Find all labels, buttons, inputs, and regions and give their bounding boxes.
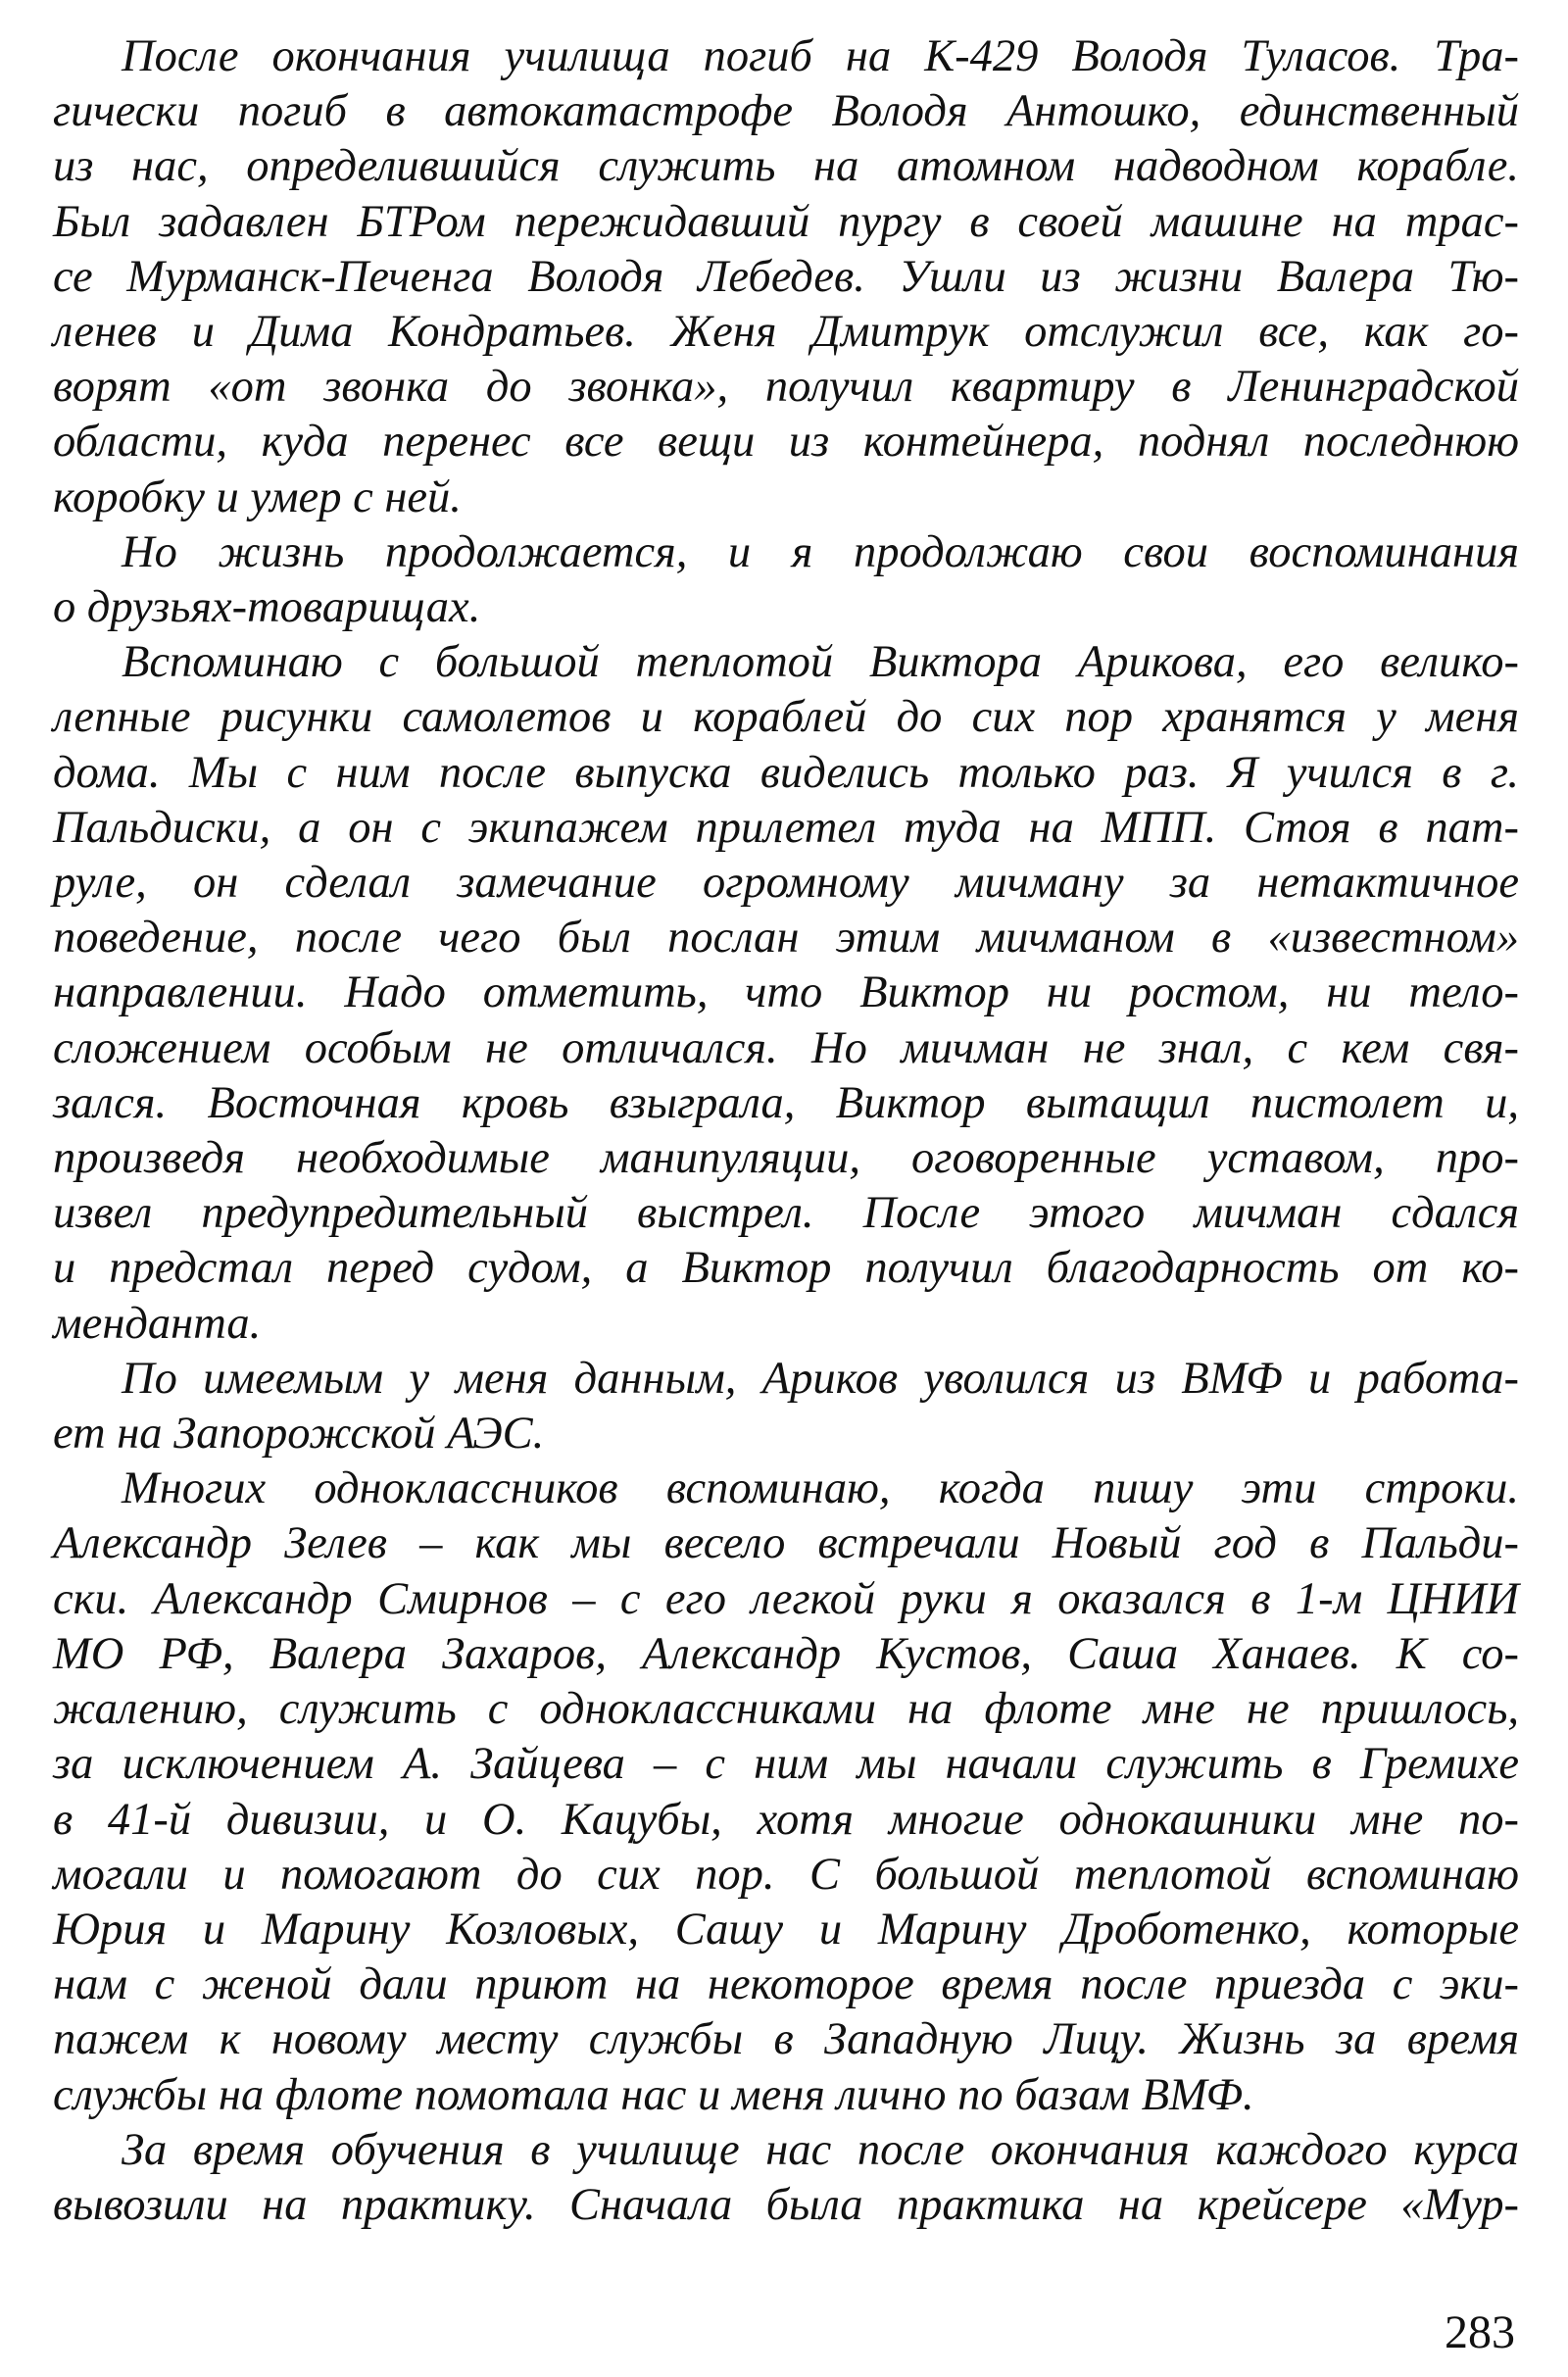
text-line: извел предупредительный выстрел. После этого мичман сдался (53, 1188, 1519, 1239)
paragraph (53, 525, 1519, 635)
text-line: пажем к новому месту службы в Западную Лицу. Жизнь за время (53, 2014, 1519, 2065)
text-line: Юрия и Марину Козловых, Сашу и Марину Дроботенко, которые (53, 1904, 1519, 1955)
text-line: направлении. Надо отметить, что Виктор ни ростом, ни тело- (53, 967, 1519, 1018)
text-line: произведя необходимые манипуляции, оговоренные уставом, про- (53, 1133, 1519, 1184)
text-line: и предстал перед судом, а Виктор получил благодарность от ко- (53, 1243, 1519, 1294)
text-line: нам с женой дали приют на некоторое время после приезда с эки- (53, 1959, 1519, 2010)
text-line: сложением особым не отличался. Но мичман не знал, с кем свя- (53, 1022, 1519, 1073)
text-line: службы на флоте помотала нас и меня лично по базам ВМФ. (53, 2069, 1254, 2120)
paragraph (53, 1352, 1519, 1461)
text-line: могали и помогают до сих пор. С большой теплотой вспоминаю (53, 1849, 1519, 1900)
text-line: жалению, служить с одноклассниками на флоте мне не пришлось, (53, 1684, 1519, 1735)
text-line: Но жизнь продолжается, и я продолжаю свои воспоминания (122, 526, 1519, 577)
text-line: се Мурманск-Печенга Володя Лебедев. Ушли из жизни Валера Тю- (53, 251, 1519, 302)
text-line: ет на Запорожской АЭС. (53, 1409, 545, 1460)
text-line: зался. Восточная кровь взыграла, Виктор вытащил пистолет и, (53, 1077, 1519, 1128)
text-line: о друзьях-товарищах. (53, 582, 481, 633)
text-line: Был задавлен БТРом пережидавший пургу в своей машине на трас- (53, 196, 1519, 247)
text-line: ленев и Дима Кондратьев. Женя Дмитрук отслужил все, как го- (53, 307, 1519, 358)
text-line: Александр Зелев – как мы весело встречали Новый год в Пальди- (53, 1518, 1519, 1569)
text-line: ски. Александр Смирнов – с его легкой руки я оказался в 1-м ЦНИИ (53, 1573, 1519, 1624)
text-line: менданта. (53, 1298, 262, 1349)
text-line: вывозили на практику. Сначала была практика на крейсере «Мур- (53, 2179, 1519, 2230)
text-line: Пальдиски, а он с экипажем прилетел туда на МПП. Стоя в пат- (53, 802, 1519, 853)
text-line: коробку и умер с ней. (53, 471, 462, 522)
text-line: в 41-й дивизии, и О. Кацубы, хотя многие однокашники мне по- (53, 1794, 1519, 1845)
text-line: гически погиб в автокатастрофе Володя Антошко, единственный (53, 86, 1519, 137)
text-line: лепные рисунки самолетов и кораблей до сих пор хранятся у меня (53, 692, 1519, 743)
text-line: После окончания училища погиб на К-429 Володя Туласов. Тра- (122, 31, 1519, 81)
text-line: за исключением А. Зайцева – с ним мы начали служить в Гремихе (53, 1739, 1519, 1790)
text-line: дома. Мы с ним после выпуска виделись только раз. Я учился в г. (53, 747, 1519, 798)
page-number: 283 (1445, 2306, 1515, 2358)
text-line: За время обучения в училище нас после окончания каждого курса (122, 2124, 1519, 2175)
page-body (53, 29, 1519, 2233)
paragraph (53, 1461, 1519, 2122)
paragraph (53, 2123, 1519, 2233)
text-line: поведение, после чего был послан этим мичманом в «известном» (53, 913, 1519, 964)
text-line: Многих одноклассников вспоминаю, когда пишу эти строки. (122, 1463, 1519, 1514)
text-line: из нас, определившийся служить на атомном надводном корабле. (53, 141, 1519, 192)
paragraph (53, 635, 1519, 1352)
text-line: МО РФ, Валера Захаров, Александр Кустов, Саша Ханаев. К со- (53, 1628, 1519, 1679)
text-line: области, куда перенес все вещи из контейнера, поднял последнюю (53, 417, 1519, 468)
text-line: руле, он сделал замечание огромному мичману за нетактичное (53, 858, 1519, 909)
text-line: Вспоминаю с большой теплотой Виктора Арикова, его велико- (122, 637, 1519, 688)
text-line: По имеемым у меня данным, Ариков уволился из ВМФ и работа- (122, 1353, 1519, 1404)
text-line: ворят «от звонка до звонка», получил квартиру в Ленинградской (53, 362, 1519, 413)
paragraph (53, 29, 1519, 525)
